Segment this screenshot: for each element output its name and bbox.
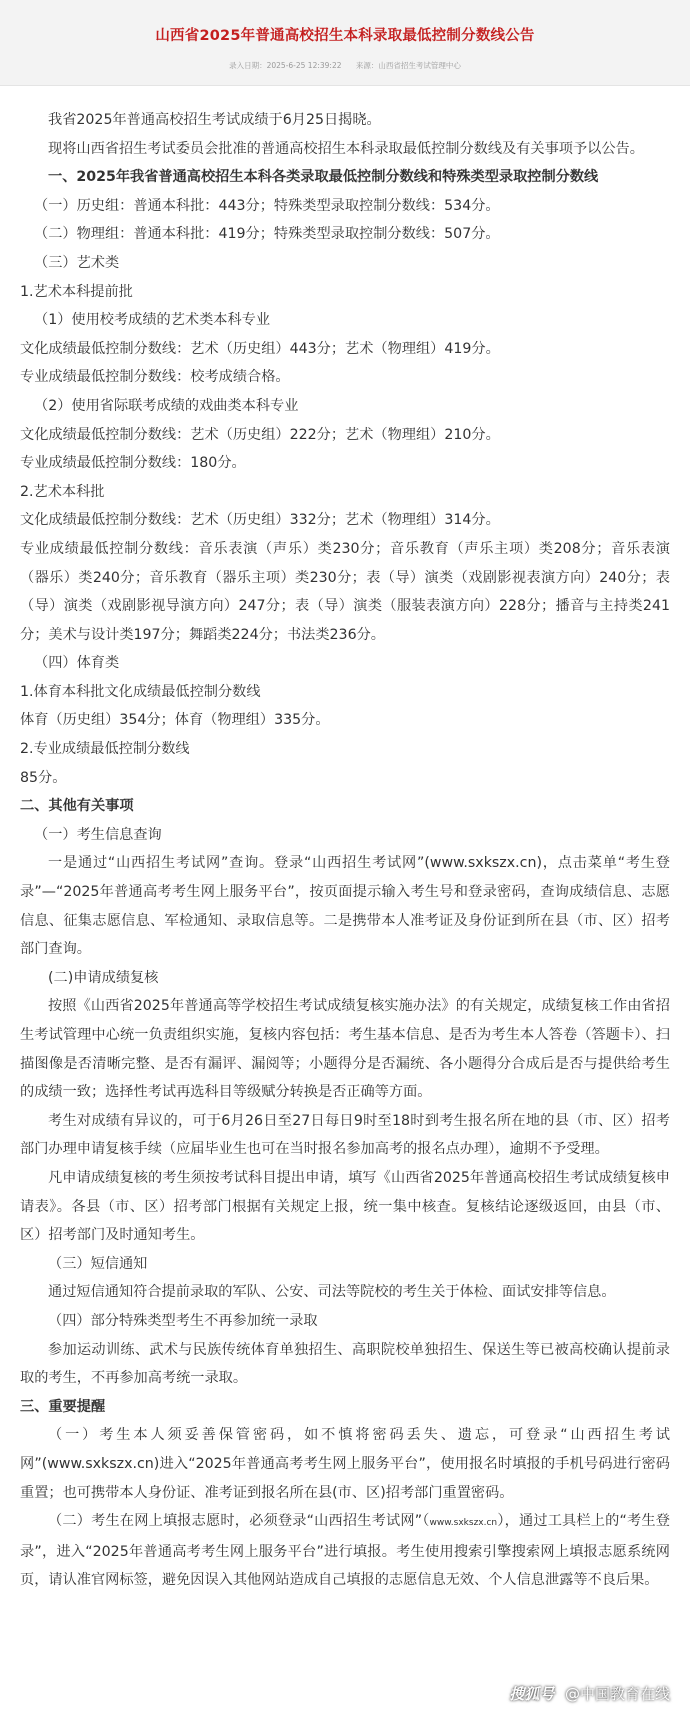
paragraph: （四）部分特殊类型考生不再参加统一录取 [48,1312,318,1329]
paragraph: 1.体育本科批文化成绩最低控制分数线 [20,683,261,700]
article-header [0,0,690,86]
section-heading: 三、重要提醒 [20,1398,106,1415]
paragraph: （一）考生信息查询 [34,826,162,843]
paragraph [20,1507,670,1595]
paragraph: 现将山西省招生考试委员会批准的普通高校招生本科录取最低控制分数线及有关事项予以公告。 [48,140,644,157]
paragraph: （四）体育类 [34,655,120,672]
paragraph: (二)申请成绩复核 [48,969,159,986]
paragraph: 2.专业成绩最低控制分数线 [20,741,190,758]
paragraph: （三）短信通知 [48,1255,148,1272]
paragraph: 体育（历史组）354分；体育（物理组）335分。 [20,712,330,729]
paragraph: 文化成绩最低控制分数线：艺术（历史组）222分；艺术（物理组）210分。 [20,426,500,443]
article-meta [0,60,690,71]
article-title: 山西省2025年普通高校招生本科录取最低控制分数线公告 [155,28,535,44]
paragraph: 85分。 [20,769,67,786]
paragraph: 我省2025年普通高校招生考试成绩于6月25日揭晓。 [48,112,381,128]
text-run: （二）考生在网上填报志愿时，必须登录“山西招生考试网”（ [48,1513,430,1530]
paragraph: （一）历史组：普通本科批：443分；特殊类型录取控制分数线：534分。 [34,197,500,214]
section-heading: 二、其他有关事项 [20,798,134,815]
paragraph: 一是通过“山西招生考试网”查询。登录“山西招生考试网”(www.sxkszx.cn)，点击菜单“考生登录”—“2025年普通高考考生网上服务平台”，按页面提示输入考生号和登录密码，查询成绩信息、志愿信息、征集志愿信息、军检通知、录取信息等。二是携带本人准考证及身份证到所在县（市、区）招考部门查询。 [20,855,670,958]
paragraph: （三）艺术类 [34,254,120,271]
paragraph: 1.艺术本科提前批 [20,283,133,300]
paragraph: 专业成绩最低控制分数线：校考成绩合格。 [20,369,290,386]
website-url: www.sxkszx.cn [429,1518,498,1529]
paragraph: （二）物理组：普通本科批：419分；特殊类型录取控制分数线：507分。 [34,226,500,243]
paragraph: 考生对成绩有异议的，可于6月26日至27日每日9时至18时到考生报名所在地的县（市、区）招考部门办理申请复核手续（应届毕业生也可在当时报名参加高考的报名点办理），逾期不予受理。 [20,1112,670,1158]
publish-date: 录入日期：2025-6-25 12:39:22 [229,61,342,70]
paragraph: 按照《山西省2025年普通高等学校招生考试成绩复核实施办法》的有关规定，成绩复核工作由省招生考试管理中心统一负责组织实施，复核内容包括：考生基本信息、是否为考生本人答卷（答题卡）、扫描图像是否清晰完整、是否有漏评、漏阅等；小题得分是否漏统、各小题得分合成后是否与提供给考生的成绩一致；选择性考试再选科目等级赋分转换是否正确等方面。 [20,998,670,1101]
account-name: @中国教育在线 [564,1685,670,1703]
text-run: ），通过工具栏上的“考生登录”，进入“2025年普通高考考生网上服务平台”进行填报。考生使用搜索引擎搜索网上填报志愿系统网页，请认准官网标签，避免因误入其他网站造成自己填报的志愿信息无效、个人信息泄露等不良后果。 [20,1513,670,1589]
article-body [0,86,690,1595]
paragraph: 专业成绩最低控制分数线：音乐表演（声乐）类230分；音乐教育（声乐主项）类208分；音乐表演（器乐）类240分；音乐教育（器乐主项）类230分；表（导）演类（戏剧影视表演方向）240分；表（导）演类（戏剧影视导演方向）247分；表（导）演类（服装表演方向）228分；播音与主持类241分；美术与设计类197分；舞蹈类224分；书法类236分。 [20,540,670,643]
paragraph: 文化成绩最低控制分数线：艺术（历史组）332分；艺术（物理组）314分。 [20,512,500,529]
sohu-brand: 搜狐号 [509,1685,555,1703]
paragraph: 专业成绩最低控制分数线：180分。 [20,455,246,472]
paragraph: （2）使用省际联考成绩的戏曲类本科专业 [34,397,299,414]
paragraph: 文化成绩最低控制分数线：艺术（历史组）443分；艺术（物理组）419分。 [20,340,500,357]
paragraph: 2.艺术本科批 [20,483,105,500]
article-source: 来源：山西省招生考试管理中心 [355,61,461,70]
section-heading: 一、2025年我省普通高校招生本科各类录取最低控制分数线和特殊类型录取控制分数线 [48,169,599,186]
paragraph: 通过短信通知符合提前录取的军队、公安、司法等院校的考生关于体检、面试安排等信息。 [48,1284,616,1301]
paragraph: 参加运动训练、武术与民族传统体育单独招生、高职院校单独招生、保送生等已被高校确认提前录取的考生，不再参加高考统一录取。 [20,1341,670,1387]
paragraph: （一）考生本人须妥善保管密码，如不慎将密码丢失、遗忘，可登录“山西招生考试网”(www.sxkszx.cn)进入“2025年普通高考考生网上服务平台”，使用报名时填报的手机号码进行密码重置；也可携带本人身份证、准考证到报名所在县(市、区)招考部门重置密码。 [20,1427,670,1501]
watermark [509,1683,670,1704]
paragraph: （1）使用校考成绩的艺术类本科专业 [34,312,271,329]
paragraph: 凡申请成绩复核的考生须按考试科目提出申请，填写《山西省2025年普通高校招生考试成绩复核申请表》。各县（市、区）招考部门根据有关规定上报，统一集中核查。复核结论逐级返回，由县（市、区）招考部门及时通知考生。 [20,1169,670,1244]
